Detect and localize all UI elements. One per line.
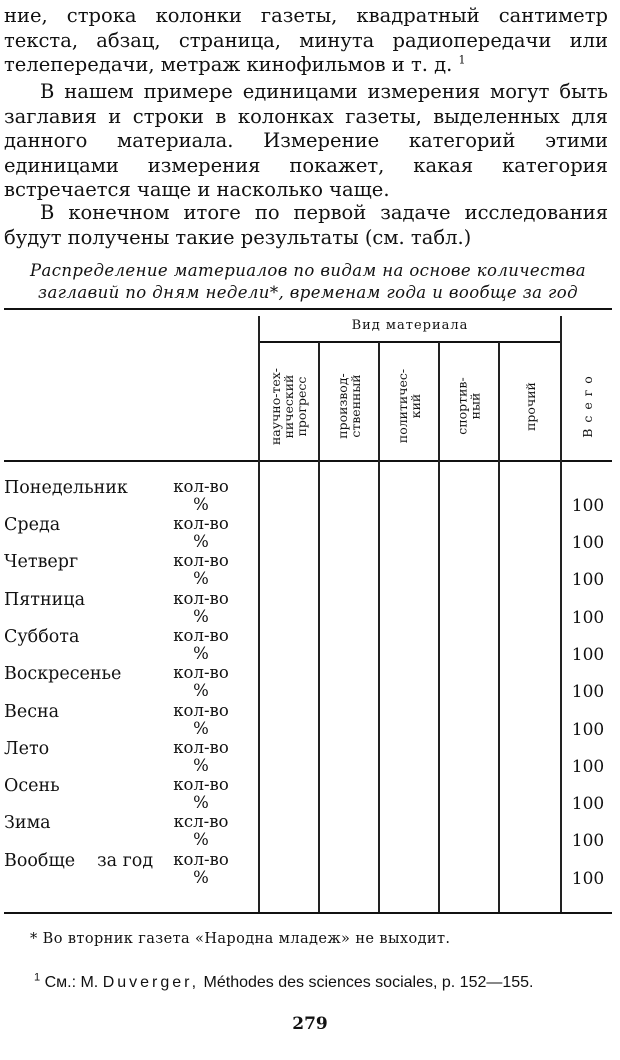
row-total: 100 [571,645,605,665]
table-caption [4,260,612,304]
row-label [4,851,153,871]
row-unit-count: кол-во [173,738,229,757]
row-label: Осень [4,776,60,796]
caption-line-2: заглавий по дням недели*, временам года и вообще за год [38,283,578,302]
table-top-rule [4,308,612,310]
row-unit-count: кол-во [173,626,229,645]
table-bottom-rule [4,912,612,914]
row-total: 100 [571,608,605,628]
column-header-production: производ- ственный [335,373,363,439]
page-number: 279 [292,1014,328,1034]
row-total: 100 [571,869,605,889]
column-header-total: В с е г о [579,374,595,438]
row-unit-percent: % [193,868,209,887]
row-total: 100 [571,496,605,516]
row-unit-percent: % [193,793,209,812]
row-label-text: Вообще [4,851,76,871]
row-total: 100 [571,794,605,814]
row-unit-percent: % [193,644,209,663]
row-label: Четверг [4,552,79,572]
row-unit-percent: % [193,607,209,626]
row-unit-count: кол-во [173,551,229,570]
row-unit-count: кол-во [173,477,229,496]
row-label: Воскресенье [4,664,122,684]
row-label: Весна [4,702,60,722]
row-unit-percent: % [193,569,209,588]
column-header-sports: спортив- ный [455,377,483,435]
paragraph-3: В конечном итоге по первой задаче исследования будут получены такие результаты (см. табл.) [4,201,608,249]
footnote-mark: 1 [34,971,41,984]
row-unit-count: кол-во [173,663,229,682]
row-label: Лето [4,739,50,759]
row-total: 100 [571,533,605,553]
row-unit-count: ксл-во [173,812,229,831]
paragraph-2: В нашем примере единицами измерения могут быть заглавия и строки в колонках газеты, выделенных для данного материала. Измерение категорий этими единицами измерения покажет, какая категория встречается чаще и насколько чаще. [4,80,608,201]
column-header-other: прочий [522,381,538,431]
row-unit-count: кол-во [173,514,229,533]
column-header-science: научно-тех- нический прогресс [268,367,310,445]
row-unit-percent: % [193,719,209,738]
row-unit-percent: % [193,830,209,849]
row-label-tail: за год [97,851,154,871]
row-unit-count: кол-во [173,850,229,869]
row-label: Зима [4,813,51,833]
row-unit-percent: % [193,532,209,551]
row-total: 100 [571,570,605,590]
table-footnote: * Во вторник газета «Народна младеж» не выходит. [30,931,451,947]
row-label: Среда [4,515,61,535]
row-unit-count: кол-во [173,701,229,720]
row-label: Суббота [4,627,80,647]
header-bottom-rule [4,460,612,462]
row-unit-percent: % [193,756,209,775]
row-total: 100 [571,720,605,740]
row-label: Пятница [4,590,85,610]
row-unit-percent: % [193,681,209,700]
row-total: 100 [571,757,605,777]
row-total: 100 [571,682,605,702]
row-unit-percent: % [193,495,209,514]
paragraph-1: ние, строка колонки газеты, квадратный сантиметр текста, абзац, страница, минута радиопередачи или телепередачи, метраж кинофильмов и т. д. $^1$ [4,4,608,76]
group-header: Вид материала [351,318,469,333]
caption-line-1: Распределение материалов по видам на основе количества [29,261,587,280]
row-total: 100 [571,831,605,851]
row-unit-count: кол-во [173,589,229,608]
row-label: Понедельник [4,478,128,498]
footnote-author: Duverger, [102,974,200,991]
reference-footnote: $^1$ См.: M. Duverger, Méthodes des sciences sociales, p. 152—155. [34,971,534,991]
column-header-political: политичес- кий [395,368,424,444]
row-unit-count: кол-во [173,775,229,794]
group-header-rule [260,341,562,343]
footnote-ref-1: 1 [458,53,466,67]
